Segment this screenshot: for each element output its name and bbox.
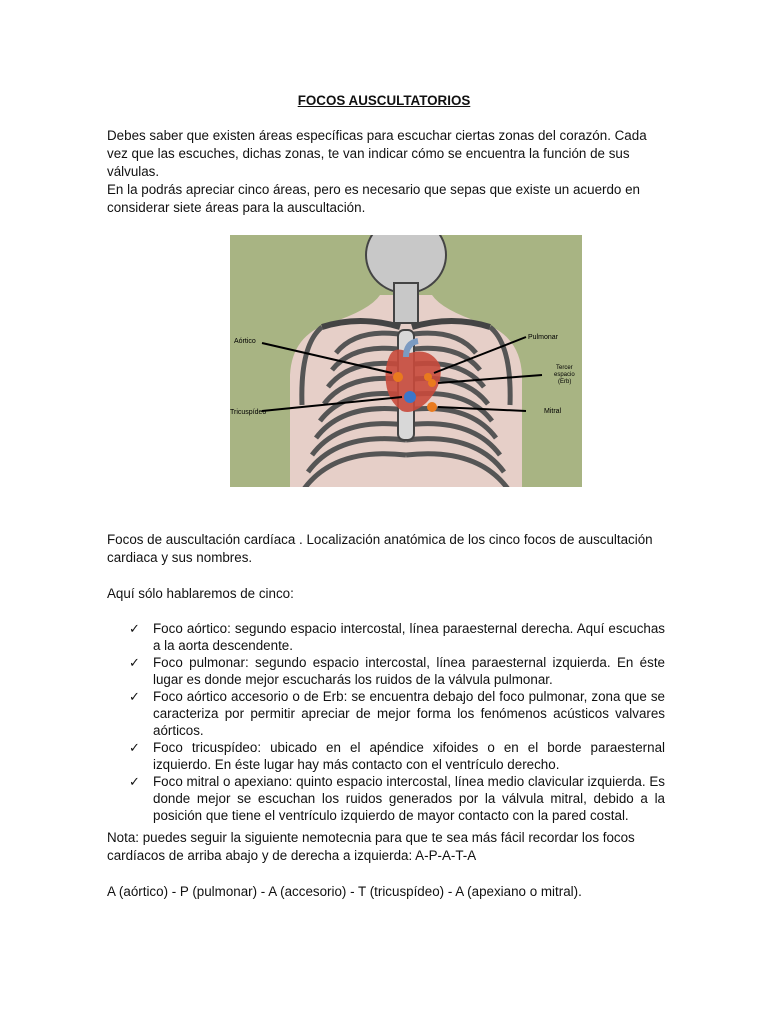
mitral-focus-dot xyxy=(427,402,437,412)
skeleton-illustration xyxy=(230,235,582,487)
list-item-text: Foco mitral o apexiano: quinto espacio intercostal, línea medio clavicular izquierda. Es donde mejor se escuchan los ruidos generados por la válvula mitral, debido a la posición que tiene el ventrículo izquierdo de mayor contacto con la pared costal. xyxy=(153,774,665,823)
check-icon: ✓ xyxy=(129,689,140,704)
intro-paragraph: Debes saber que existen áreas específicas para escuchar ciertas zonas del corazón. Cada vez que las escuches, dichas zonas, te van indicar cómo se encuentra la función de sus válvulas. xyxy=(107,128,647,179)
mnemonic-paragraph: A (aórtico) - P (pulmonar) - A (accesorio) - T (tricuspídeo) - A (apexiano o mitral). xyxy=(107,884,582,899)
label-aortico: Aórtico xyxy=(234,338,256,345)
aortic-focus-dot xyxy=(393,372,403,382)
tricuspid-focus-dot xyxy=(404,391,416,403)
areas-paragraph: En la podrás apreciar cinco áreas, pero es necesario que sepas que existe un acuerdo en considerar siete áreas para la auscultación. xyxy=(107,182,640,215)
list-item xyxy=(107,620,665,654)
auscultation-figure xyxy=(230,235,582,487)
note-paragraph: Nota: puedes seguir la siguiente nemotecnia para que te sea más fácil recordar los focos cardíacos de arriba abajo y de derecha a izquierda: A-P-A-T-A xyxy=(107,830,635,863)
list-item-text: Foco tricuspídeo: ubicado en el apéndice xifoides o en el borde paraesternal izquierdo. En éste lugar hay más contacto con el ventrículo derecho. xyxy=(153,740,665,772)
label-pulmonar: Pulmonar xyxy=(528,334,558,341)
foci-list xyxy=(107,620,665,824)
neck-spine xyxy=(394,283,418,323)
erb-focus-dot xyxy=(428,379,436,387)
check-icon: ✓ xyxy=(129,621,140,636)
list-item xyxy=(107,773,665,824)
check-icon: ✓ xyxy=(129,774,140,789)
page-title: FOCOS AUSCULTATORIOS xyxy=(297,93,471,108)
list-item xyxy=(107,739,665,773)
figure-caption: Focos de auscultación cardíaca . Localización anatómica de los cinco focos de auscultación cardiaca y sus nombres. xyxy=(107,532,653,565)
list-item xyxy=(107,688,665,739)
check-icon: ✓ xyxy=(129,655,140,670)
label-tricuspideo: Tricuspídeo xyxy=(230,409,267,416)
label-tercer: Tercer xyxy=(556,365,573,371)
list-item-text: Foco pulmonar: segundo espacio intercostal, línea paraesternal izquierda. En éste lugar es donde mejor escucharás los ruidos de la válvula pulmonar. xyxy=(153,655,665,687)
label-erb: (Erb) xyxy=(558,379,572,385)
label-espacio: espacio xyxy=(554,372,575,378)
list-item-text: Foco aórtico: segundo espacio intercostal, línea paraesternal derecha. Aquí escuchas a la aorta descendente. xyxy=(153,621,665,653)
check-icon: ✓ xyxy=(129,740,140,755)
label-mitral: Mitral xyxy=(544,408,562,415)
list-item-text: Foco aórtico accesorio o de Erb: se encuentra debajo del foco pulmonar, zona que se caracteriza por permitir apreciar de mejor forma los fenómenos acústicos valvares aórticos. xyxy=(153,689,665,738)
list-item xyxy=(107,654,665,688)
list-intro: Aquí sólo hablaremos de cinco: xyxy=(107,586,294,601)
